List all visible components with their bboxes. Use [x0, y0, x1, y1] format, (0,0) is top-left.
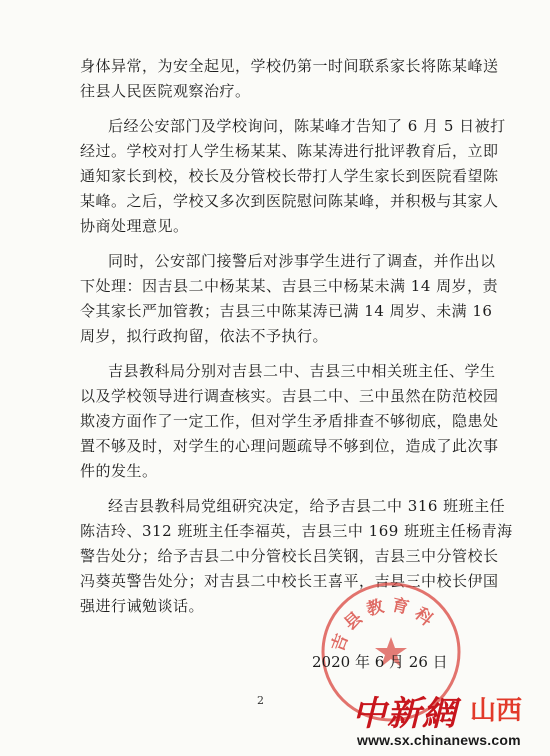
text-line: 下处理：因吉县二中杨某某、吉县三中杨某未满 14 周岁，责 — [80, 277, 499, 295]
watermark-logo: 中新網 — [352, 694, 457, 734]
watermark-url: www.sx.chinanews.com — [357, 732, 521, 748]
text-line: 通知家长到校，校长及分管校长带打人学生家长到医院看望陈 — [80, 167, 499, 185]
seal-text: 吉县教育科 — [328, 595, 441, 655]
text-line: 陈洁玲、312 班班主任李福英，吉县三中 169 班班主任杨青海 — [80, 522, 513, 540]
text-line: 冯葵英警告处分；对吉县二中校长王喜平，吉县三中校长伊国 — [80, 572, 499, 590]
text-line: 往县人民医院观察治疗。 — [80, 82, 251, 100]
text-line: 强进行诫勉谈话。 — [80, 597, 205, 615]
watermark-region: 山西 — [470, 696, 523, 726]
text-line: 身体异常，为安全起见，学校仍第一时间联系家长将陈某峰送 — [80, 57, 499, 75]
text-line: 经过。学校对打人学生杨某某、陈某涛进行批评教育后，立即 — [80, 142, 499, 160]
document-body — [80, 54, 513, 619]
text-line: 欺凌方面作了一定工作，但对学生矛盾排查不够彻底，隐患处 — [80, 412, 499, 430]
paragraph-start: 吉县教科局分别对吉县二中、吉县三中相关班主任、学生 — [108, 362, 496, 380]
paragraph-start: 后经公安部门及学校询问，陈某峰才告知了 6 月 5 日被打 — [108, 117, 506, 135]
text-line: 协商处理意见。 — [80, 217, 189, 235]
text-line: 以及学校领导进行调查核实。吉县二中、三中虽然在防范校园 — [80, 387, 499, 405]
text-line: 置不够及时，对学生的心理问题疏导不够到位，造成了此次事 — [80, 437, 499, 455]
page-number: 2 — [257, 694, 264, 707]
paragraph-start: 经吉县教科局党组研究决定，给予吉县二中 316 班班主任 — [108, 497, 506, 515]
text-line: 警告处分；给予吉县二中分管校长吕笑钢，吉县三中分管校长 — [80, 547, 499, 565]
text-line: 某峰。之后，学校又多次到医院慰问陈某峰，并积极与其家人 — [80, 192, 499, 210]
text-line: 件的发生。 — [80, 462, 158, 480]
document-date: 2020 年 6 月 26 日 — [312, 653, 448, 671]
text-line: 周岁，拟行政拘留，依法不予执行。 — [80, 327, 329, 345]
paragraph-start: 同时，公安部门接警后对涉事学生进行了调查，并作出以 — [108, 252, 496, 270]
text-line: 令其家长严加管教；吉县三中陈某涛已满 14 周岁、未满 16 — [80, 302, 493, 320]
